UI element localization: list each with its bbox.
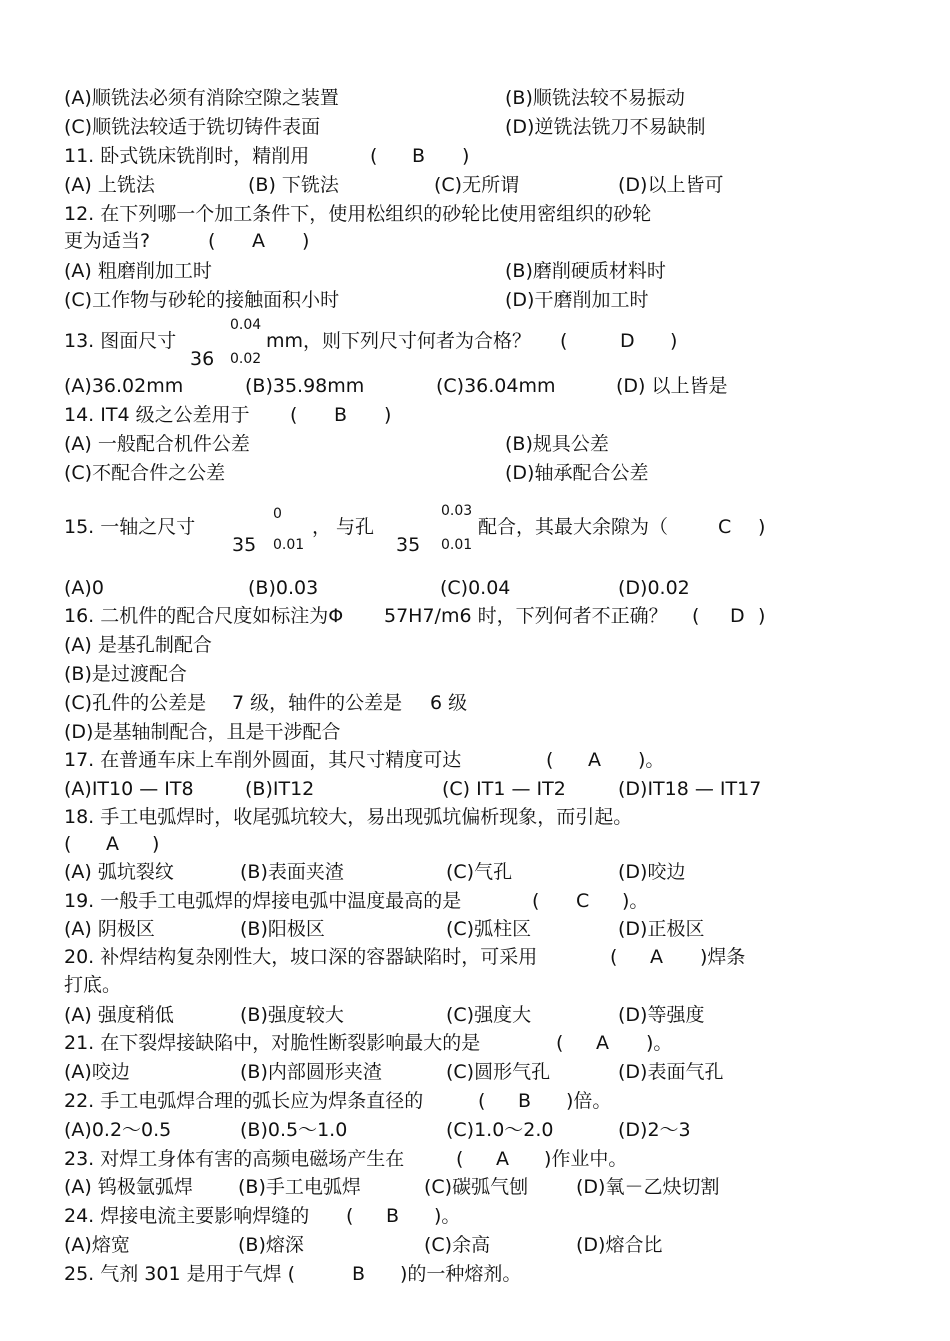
q13-tolerance-lower: 0.02: [230, 351, 262, 367]
q13-paren-open: (: [560, 330, 568, 352]
q14-option-a: (A) 一般配合机件公差: [64, 433, 250, 455]
q15-option-d: (D)0.02: [618, 577, 690, 599]
q17-option-c: (C) IT1 — IT2: [442, 778, 566, 800]
q19-answer: C: [576, 890, 590, 912]
q11-option-b: (B) 下铣法: [248, 174, 339, 196]
q24-option-a: (A)熔宽: [64, 1234, 130, 1256]
q22-paren-close: )倍。: [566, 1090, 612, 1112]
q20-stem: 20. 补焊结构复杂刚性大，坡口深的容器缺陷时，可采用: [64, 946, 538, 968]
q11-paren-close: ): [462, 145, 470, 167]
q20-answer: A: [650, 946, 663, 968]
q13-tolerance-upper: 0.04: [230, 317, 262, 333]
q23-option-a: (A) 钨极氩弧焊: [64, 1176, 193, 1198]
q13-option-d: (D) 以上皆是: [616, 375, 728, 397]
q17-paren-open: (: [546, 749, 554, 771]
q17-answer: A: [588, 749, 601, 771]
q15-hole-upper: 0.03: [441, 503, 473, 519]
q23-paren-close: )作业中。: [544, 1148, 628, 1170]
q13-option-c: (C)36.04mm: [436, 375, 556, 397]
q25-stem: 25. 气剂 301 是用于气焊 (: [64, 1263, 296, 1285]
q16-option-c-part2: 7 级，轴件的公差是: [232, 692, 403, 714]
q22-answer: B: [518, 1090, 532, 1112]
q21-stem: 21. 在下裂焊接缺陷中，对脆性断裂影响最大的是: [64, 1032, 481, 1054]
q25-answer: B: [352, 1263, 366, 1285]
q21-option-a: (A)咬边: [64, 1061, 130, 1083]
q21-option-d: (D)表面气孔: [618, 1061, 724, 1083]
q24-stem: 24. 焊接电流主要影响焊缝的: [64, 1205, 310, 1227]
q15-option-c: (C)0.04: [440, 577, 511, 599]
q15-option-a: (A)0: [64, 577, 104, 599]
q12-paren-close: ): [302, 230, 310, 252]
q24-paren-open: (: [346, 1205, 354, 1227]
q14-answer: B: [334, 404, 348, 426]
q22-option-b: (B)0.5～1.0: [240, 1119, 348, 1141]
q13-stem: 13. 图面尺寸: [64, 330, 177, 352]
q15-stem-hole: 与孔: [336, 516, 375, 538]
q15-hole-lower: 0.01: [441, 537, 473, 553]
q22-stem: 22. 手工电弧焊合理的弧长应为焊条直径的: [64, 1090, 424, 1112]
q19-option-b: (B)阳极区: [240, 918, 325, 940]
q14-paren-close: ): [384, 404, 392, 426]
q24-option-d: (D)熔合比: [576, 1234, 663, 1256]
q12-stem-line1: 12. 在下列哪一个加工条件下，使用松组织的砂轮比使用密组织的砂轮: [64, 203, 652, 225]
q24-option-b: (B)熔深: [238, 1234, 304, 1256]
q12-option-c: (C)工作物与砂轮的接触面积小时: [64, 289, 340, 311]
q16-option-d: (D)是基轴制配合，且是干涉配合: [64, 721, 341, 743]
q10-option-b: (B)顺铣法较不易振动: [505, 87, 685, 109]
q23-option-b: (B)手工电弧焊: [238, 1176, 361, 1198]
q21-paren-close: )。: [646, 1032, 673, 1054]
q19-option-a: (A) 阴极区: [64, 918, 155, 940]
q12-paren-open: (: [208, 230, 216, 252]
q15-option-b: (B)0.03: [248, 577, 319, 599]
q13-paren-close: ): [670, 330, 678, 352]
q19-option-d: (D)正极区: [618, 918, 705, 940]
q15-shaft-nominal: 35: [232, 534, 257, 556]
q23-option-d: (D)氧－乙炔切割: [576, 1176, 720, 1198]
q20-option-a: (A) 强度稍低: [64, 1004, 174, 1026]
q17-option-b: (B)IT12: [245, 778, 315, 800]
q16-option-b: (B)是过渡配合: [64, 663, 187, 685]
q15-stem: 15. 一轴之尺寸: [64, 516, 196, 538]
q19-stem: 19. 一般手工电弧焊的焊接电弧中温度最高的是: [64, 890, 462, 912]
q20-option-b: (B)强度较大: [240, 1004, 344, 1026]
q14-stem: 14. IT4 级之公差用于: [64, 404, 250, 426]
q16-stem-end: 57H7/m6 时，下列何者不正确？: [384, 605, 668, 627]
q16-paren-close: ): [758, 605, 766, 627]
q21-paren-open: (: [556, 1032, 564, 1054]
q24-paren-close: )。: [434, 1205, 461, 1227]
q11-answer: B: [412, 145, 426, 167]
q21-answer: A: [596, 1032, 609, 1054]
q17-option-d: (D)IT18 — IT17: [618, 778, 762, 800]
q15-shaft-upper: 0: [273, 506, 282, 522]
q23-stem: 23. 对焊工身体有害的高频电磁场产生在: [64, 1148, 405, 1170]
q15-paren-close: ): [758, 516, 766, 538]
q16-option-c-part1: (C)孔件的公差是: [64, 692, 207, 714]
q17-option-a: (A)IT10 — IT8: [64, 778, 194, 800]
q18-stem: 18. 手工电弧焊时，收尾弧坑较大，易出现弧坑偏析现象，而引起。: [64, 806, 633, 828]
q20-option-c: (C)强度大: [446, 1004, 532, 1026]
q13-answer: D: [620, 330, 635, 352]
q23-paren-open: (: [456, 1148, 464, 1170]
q15-comma: ，: [312, 516, 332, 538]
q24-option-c: (C)余高: [424, 1234, 491, 1256]
q20-stem-line2: 打底。: [64, 974, 122, 996]
q20-paren-close: )焊条: [700, 946, 746, 968]
q17-paren-close: )。: [638, 749, 665, 771]
q12-option-d: (D)干磨削加工时: [505, 289, 649, 311]
q11-stem: 11. 卧式铣床铣削时，精削用: [64, 145, 310, 167]
q16-paren-open: (: [692, 605, 700, 627]
q22-option-a: (A)0.2～0.5: [64, 1119, 172, 1141]
q10-option-c: (C)顺铣法较适于铣切铸件表面: [64, 116, 321, 138]
q12-option-b: (B)磨削硬质材料时: [505, 260, 666, 282]
q14-option-b: (B)规具公差: [505, 433, 609, 455]
q18-answer: A: [106, 833, 119, 855]
q18-option-c: (C)气孔: [446, 861, 513, 883]
q14-option-d: (D)轴承配合公差: [505, 462, 649, 484]
q18-option-a: (A) 弧坑裂纹: [64, 861, 174, 883]
q18-option-d: (D)咬边: [618, 861, 686, 883]
q23-answer: A: [496, 1148, 509, 1170]
q11-option-a: (A) 上铣法: [64, 174, 155, 196]
q15-hole-nominal: 35: [396, 534, 421, 556]
q25-paren-close: )的一种熔剂。: [400, 1263, 522, 1285]
q19-option-c: (C)弧柱区: [446, 918, 532, 940]
q14-option-c: (C)不配合件之公差: [64, 462, 226, 484]
q17-stem: 17. 在普通车床上车削外圆面，其尺寸精度可达: [64, 749, 462, 771]
q12-option-a: (A) 粗磨削加工时: [64, 260, 212, 282]
q18-paren-open: (: [64, 833, 72, 855]
q22-option-d: (D)2～3: [618, 1119, 691, 1141]
q16-stem: 16. 二机件的配合尺度如标注为Φ: [64, 605, 344, 627]
q12-stem-line2: 更为适当?: [64, 230, 151, 252]
q13-option-a: (A)36.02mm: [64, 375, 184, 397]
q11-paren-open: (: [370, 145, 378, 167]
q19-paren-open: (: [532, 890, 540, 912]
q16-option-c-part3: 6 级: [430, 692, 468, 714]
q21-option-c: (C)圆形气孔: [446, 1061, 551, 1083]
q22-paren-open: (: [478, 1090, 486, 1112]
q15-answer: C: [718, 516, 732, 538]
q24-answer: B: [386, 1205, 400, 1227]
q15-shaft-lower: 0.01: [273, 537, 305, 553]
q18-paren-close: ): [152, 833, 160, 855]
q10-option-a: (A)顺铣法必须有消除空隙之装置: [64, 87, 339, 109]
q13-stem-end: mm，则下列尺寸何者为合格？: [266, 330, 532, 352]
q11-option-d: (D)以上皆可: [618, 174, 724, 196]
q15-stem-end: 配合，其最大余隙为（: [478, 516, 669, 538]
q22-option-c: (C)1.0～2.0: [446, 1119, 554, 1141]
q19-paren-close: )。: [622, 890, 649, 912]
q13-nominal: 36: [190, 348, 215, 370]
q20-option-d: (D)等强度: [618, 1004, 705, 1026]
q14-paren-open: (: [290, 404, 298, 426]
q18-option-b: (B)表面夹渣: [240, 861, 344, 883]
q23-option-c: (C)碳弧气刨: [424, 1176, 529, 1198]
q11-option-c: (C)无所谓: [434, 174, 520, 196]
q12-answer: A: [252, 230, 265, 252]
q13-option-b: (B)35.98mm: [245, 375, 365, 397]
q16-option-a: (A) 是基孔制配合: [64, 634, 212, 656]
q10-option-d: (D)逆铣法铣刀不易缺制: [505, 116, 706, 138]
q20-paren-open: (: [610, 946, 618, 968]
q16-answer: D: [730, 605, 745, 627]
q21-option-b: (B)内部圆形夹渣: [240, 1061, 382, 1083]
